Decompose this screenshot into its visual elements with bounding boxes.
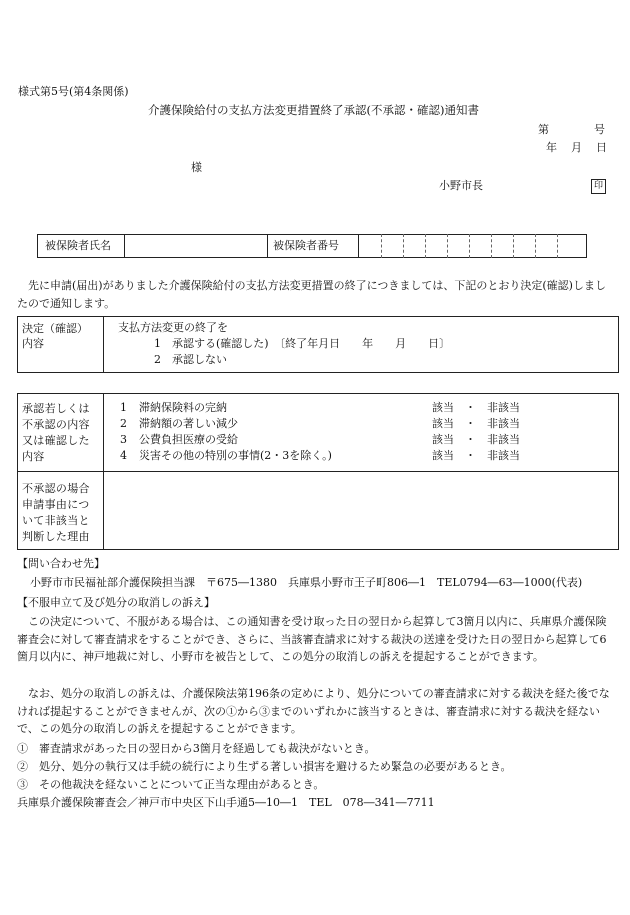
appeal-condition-3: ③ その他裁決を経ないことについて正当な理由があるとき。 bbox=[17, 778, 325, 791]
decision-heading: 支払方法変更の終了を bbox=[118, 321, 228, 334]
number-go: 号 bbox=[594, 123, 605, 136]
approval-item-num: 3 bbox=[120, 433, 127, 446]
approval-item-status: 該当 ・ 非該当 bbox=[432, 417, 520, 430]
form-number: 様式第5号(第4条関係) bbox=[18, 85, 129, 98]
approval-item-num: 1 bbox=[120, 401, 127, 414]
digit-separator bbox=[425, 234, 426, 258]
digit-separator bbox=[469, 234, 470, 258]
appeal-condition-2: ② 処分、処分の執行又は手続の続行により生ずる著しい損害を避けるため緊急の必要があるとき。 bbox=[17, 760, 512, 773]
approval-item-text: 滞納額の著しい減少 bbox=[139, 417, 238, 430]
digit-separator bbox=[447, 234, 448, 258]
appeal-contact: 兵庫県介護保険審査会／神戸市中央区下山手通5―10―1 TEL 078―341―7711 bbox=[17, 796, 435, 809]
row-divider bbox=[17, 471, 619, 472]
appeal-condition-1: ① 審査請求があった日の翌日から3箇月を経過しても裁決がないとき。 bbox=[17, 742, 376, 755]
approval-item-status: 該当 ・ 非該当 bbox=[432, 449, 520, 462]
intro-text: 先に申請(届出)がありました介護保険給付の支払方法変更措置の終了につきましては、下記のとおり決定(確認)しましたので通知します。 bbox=[17, 279, 606, 310]
divider bbox=[103, 316, 104, 373]
date-year: 年 bbox=[546, 141, 557, 154]
digit-separator bbox=[535, 234, 536, 258]
approval-item-num: 2 bbox=[120, 417, 127, 430]
approval-item-text: 滞納保険料の完納 bbox=[139, 401, 227, 414]
approval-item-num: 4 bbox=[120, 449, 127, 462]
recipient-sama: 様 bbox=[191, 161, 202, 174]
digit-separator bbox=[557, 234, 558, 258]
appeal-paragraph-2: なお、処分の取消しの訴えは、介護保険法第196条の定めにより、処分についての審査請求に対する裁決を経た後でなければ提起することができませんが、次の①から③までのいずれかに該当するときは、審査請求に対する裁決を経ないで、この処分の取消しの訴えを提起することができます。 bbox=[17, 687, 610, 735]
issuer-name: 小野市長 bbox=[439, 179, 483, 192]
digit-separator bbox=[403, 234, 404, 258]
approval-item-status: 該当 ・ 非該当 bbox=[432, 401, 520, 414]
divider bbox=[124, 234, 125, 258]
appeal-paragraph-1: この決定について、不服がある場合は、この通知書を受け取った日の翌日から起算して3箇月以内に、兵庫県介護保険審査会に対して審査請求をすることができ、さらに、当該審査請求に対する裁決の送達を受けた日の翌日から起算して6箇月以内に、神戸地裁に対し、小野市を被告として、この処分の取消しの訴えを提起することができます。 bbox=[17, 615, 607, 663]
approval-item-text: 災害その他の特別の事情(2・3を除く。) bbox=[139, 449, 332, 462]
insured-number-label: 被保険者番号 bbox=[273, 239, 339, 252]
digit-separator bbox=[381, 234, 382, 258]
date-day: 日 bbox=[596, 141, 607, 154]
decision-option-reject: 2 承認しない bbox=[154, 353, 227, 366]
reason-label: 不承認の場合 申請事由につ いて非該当と 判断した理由 bbox=[22, 482, 90, 543]
date-month: 月 bbox=[571, 141, 582, 154]
inquiry-heading: 【問い合わせ先】 bbox=[17, 557, 105, 570]
decision-option-approve: 1 承認する(確認した) 〔終了年月日 年 月 日〕 bbox=[154, 337, 451, 350]
digit-separator bbox=[513, 234, 514, 258]
approval-label: 承認若しくは 不承認の内容 又は確認した 内容 bbox=[22, 402, 90, 463]
document-title: 介護保険給付の支払方法変更措置終了承認(不承認・確認)通知書 bbox=[148, 103, 479, 117]
divider bbox=[358, 234, 359, 258]
divider bbox=[267, 234, 268, 258]
approval-item-status: 該当 ・ 非該当 bbox=[432, 433, 520, 446]
approval-item-text: 公費負担医療の受給 bbox=[139, 433, 238, 446]
seal-stamp: 印 bbox=[591, 179, 606, 194]
appeal-heading: 【不服申立て及び処分の取消しの訴え】 bbox=[17, 596, 215, 609]
digit-separator bbox=[491, 234, 492, 258]
inquiry-contact: 小野市市民福祉部介護保険担当課 〒675―1380 兵庫県小野市王子町806―1 TEL0794―63―1000(代表) bbox=[30, 576, 583, 589]
insured-name-label: 被保険者氏名 bbox=[45, 239, 111, 252]
decision-label: 決定（確認） 内容 bbox=[22, 322, 88, 350]
number-dai: 第 bbox=[538, 123, 549, 136]
